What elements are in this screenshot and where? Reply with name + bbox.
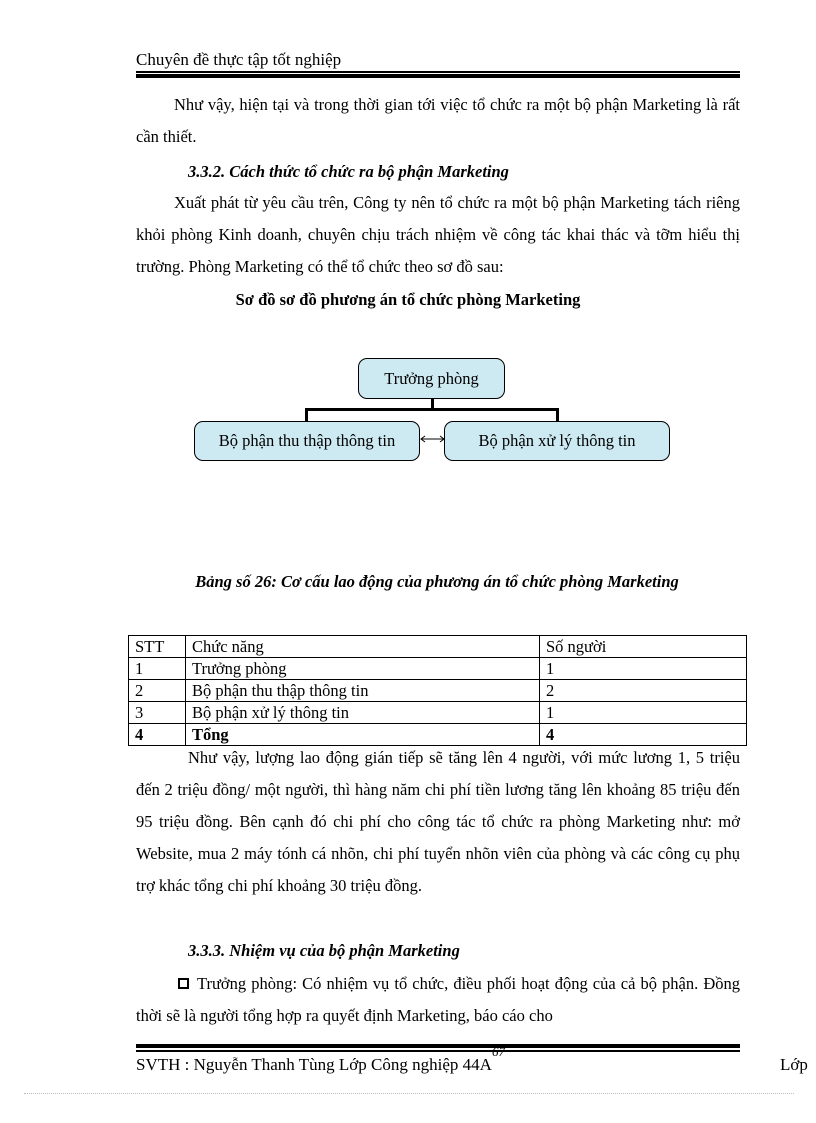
paragraph-cost: Như vậy, lượng lao động gián tiếp sẽ tăng lên 4 người, với mức lương 1, 5 triệu đến 2 triệu đồng/ một người, thì hàng năm chi phí tiền lương tăng lên khoảng 85 triệu đến 95 triệu đồng. Bên cạnh đó chi phí cho công tác tổ chức ra phòng Marketing như: mở Website, mua 2 máy tónh cá nhõn, chi phí tuyển nhõn viên của phòng và các công cụ phụ trợ khác tổng chi phí khoảng 30 triệu đồng.: [136, 748, 740, 895]
section-heading-333: 3.3.3. Nhiệm vụ của bộ phận Marketing: [188, 941, 460, 960]
table-header-cell: Số người: [540, 636, 747, 658]
section-heading-332: 3.3.2. Cách thức tổ chức ra bộ phận Marketing: [188, 162, 509, 181]
diagram-title: Sơ đồ sơ đồ phương án tổ chức phòng Marketing: [235, 290, 581, 309]
footer-rule-thin: [136, 1050, 740, 1052]
paragraph-duties: [136, 968, 740, 1032]
table-row: [129, 658, 747, 680]
labor-structure-table: [128, 635, 747, 746]
table-caption: Bảng số 26: Cơ cấu lao động của phương án tổ chức phòng Marketing: [195, 572, 679, 591]
page-number: 67: [492, 1044, 505, 1059]
table-cell: 4: [540, 724, 747, 746]
table-cell: Tổng: [186, 724, 540, 746]
table-header-cell: STT: [129, 636, 186, 658]
table-cell: 2: [540, 680, 747, 702]
table-cell: 4: [129, 724, 186, 746]
square-bullet-icon: [178, 978, 189, 989]
org-connector-left: [305, 408, 308, 422]
table-row: [129, 680, 747, 702]
footer-right-label: Lớp: [780, 1055, 808, 1074]
running-header: Chuyên đề thực tập tốt nghiệp: [136, 50, 342, 69]
paragraph-organization: Xuất phát từ yêu cầu trên, Công ty nên tổ chức ra một bộ phận Marketing tách riêng khỏi phòng Kinh doanh, chuyên chịu trách nhiệm về công tác khai thác và tỡm hiểu thị trường. Phòng Marketing có thể tổ chức theo sơ đồ sau:: [136, 193, 740, 276]
table-cell: 1: [540, 658, 747, 680]
page-bottom-dotted-line: [24, 1093, 794, 1094]
footer-rule-thick: [136, 1044, 740, 1048]
table-cell: Bộ phận thu thập thông tin: [186, 680, 540, 702]
table-cell: 3: [129, 702, 186, 724]
table-cell: 2: [129, 680, 186, 702]
org-connector-horizontal: [305, 408, 559, 411]
duties-text: Trưởng phòng: Có nhiệm vụ tổ chức, điều phối hoạt động của cả bộ phận. Đồng thời sẽ là người tổng hợp ra quyết định Marketing, báo cáo cho: [136, 974, 740, 1025]
header-rule-thick: [136, 74, 740, 78]
org-box-collect: Bộ phận thu thập thông tin: [194, 421, 420, 461]
double-arrow-icon: [419, 434, 446, 444]
table-header-row: [129, 636, 747, 658]
table-row: [129, 702, 747, 724]
table-cell: 1: [129, 658, 186, 680]
org-connector-right: [556, 408, 559, 422]
table-cell: Trưởng phòng: [186, 658, 540, 680]
footer-author: SVTH : Nguyễn Thanh Tùng Lớp Công nghiệp 44A: [136, 1055, 492, 1074]
header-rule-thin: [136, 71, 740, 73]
paragraph-intro: Như vậy, hiện tại và trong thời gian tới việc tổ chức ra một bộ phận Marketing là rất cần thiết.: [136, 95, 740, 146]
org-box-process: Bộ phận xử lý thông tin: [444, 421, 670, 461]
table-header-cell: Chức năng: [186, 636, 540, 658]
table-cell: Bộ phận xử lý thông tin: [186, 702, 540, 724]
org-box-head: Trưởng phòng: [358, 358, 505, 399]
table-cell: 1: [540, 702, 747, 724]
